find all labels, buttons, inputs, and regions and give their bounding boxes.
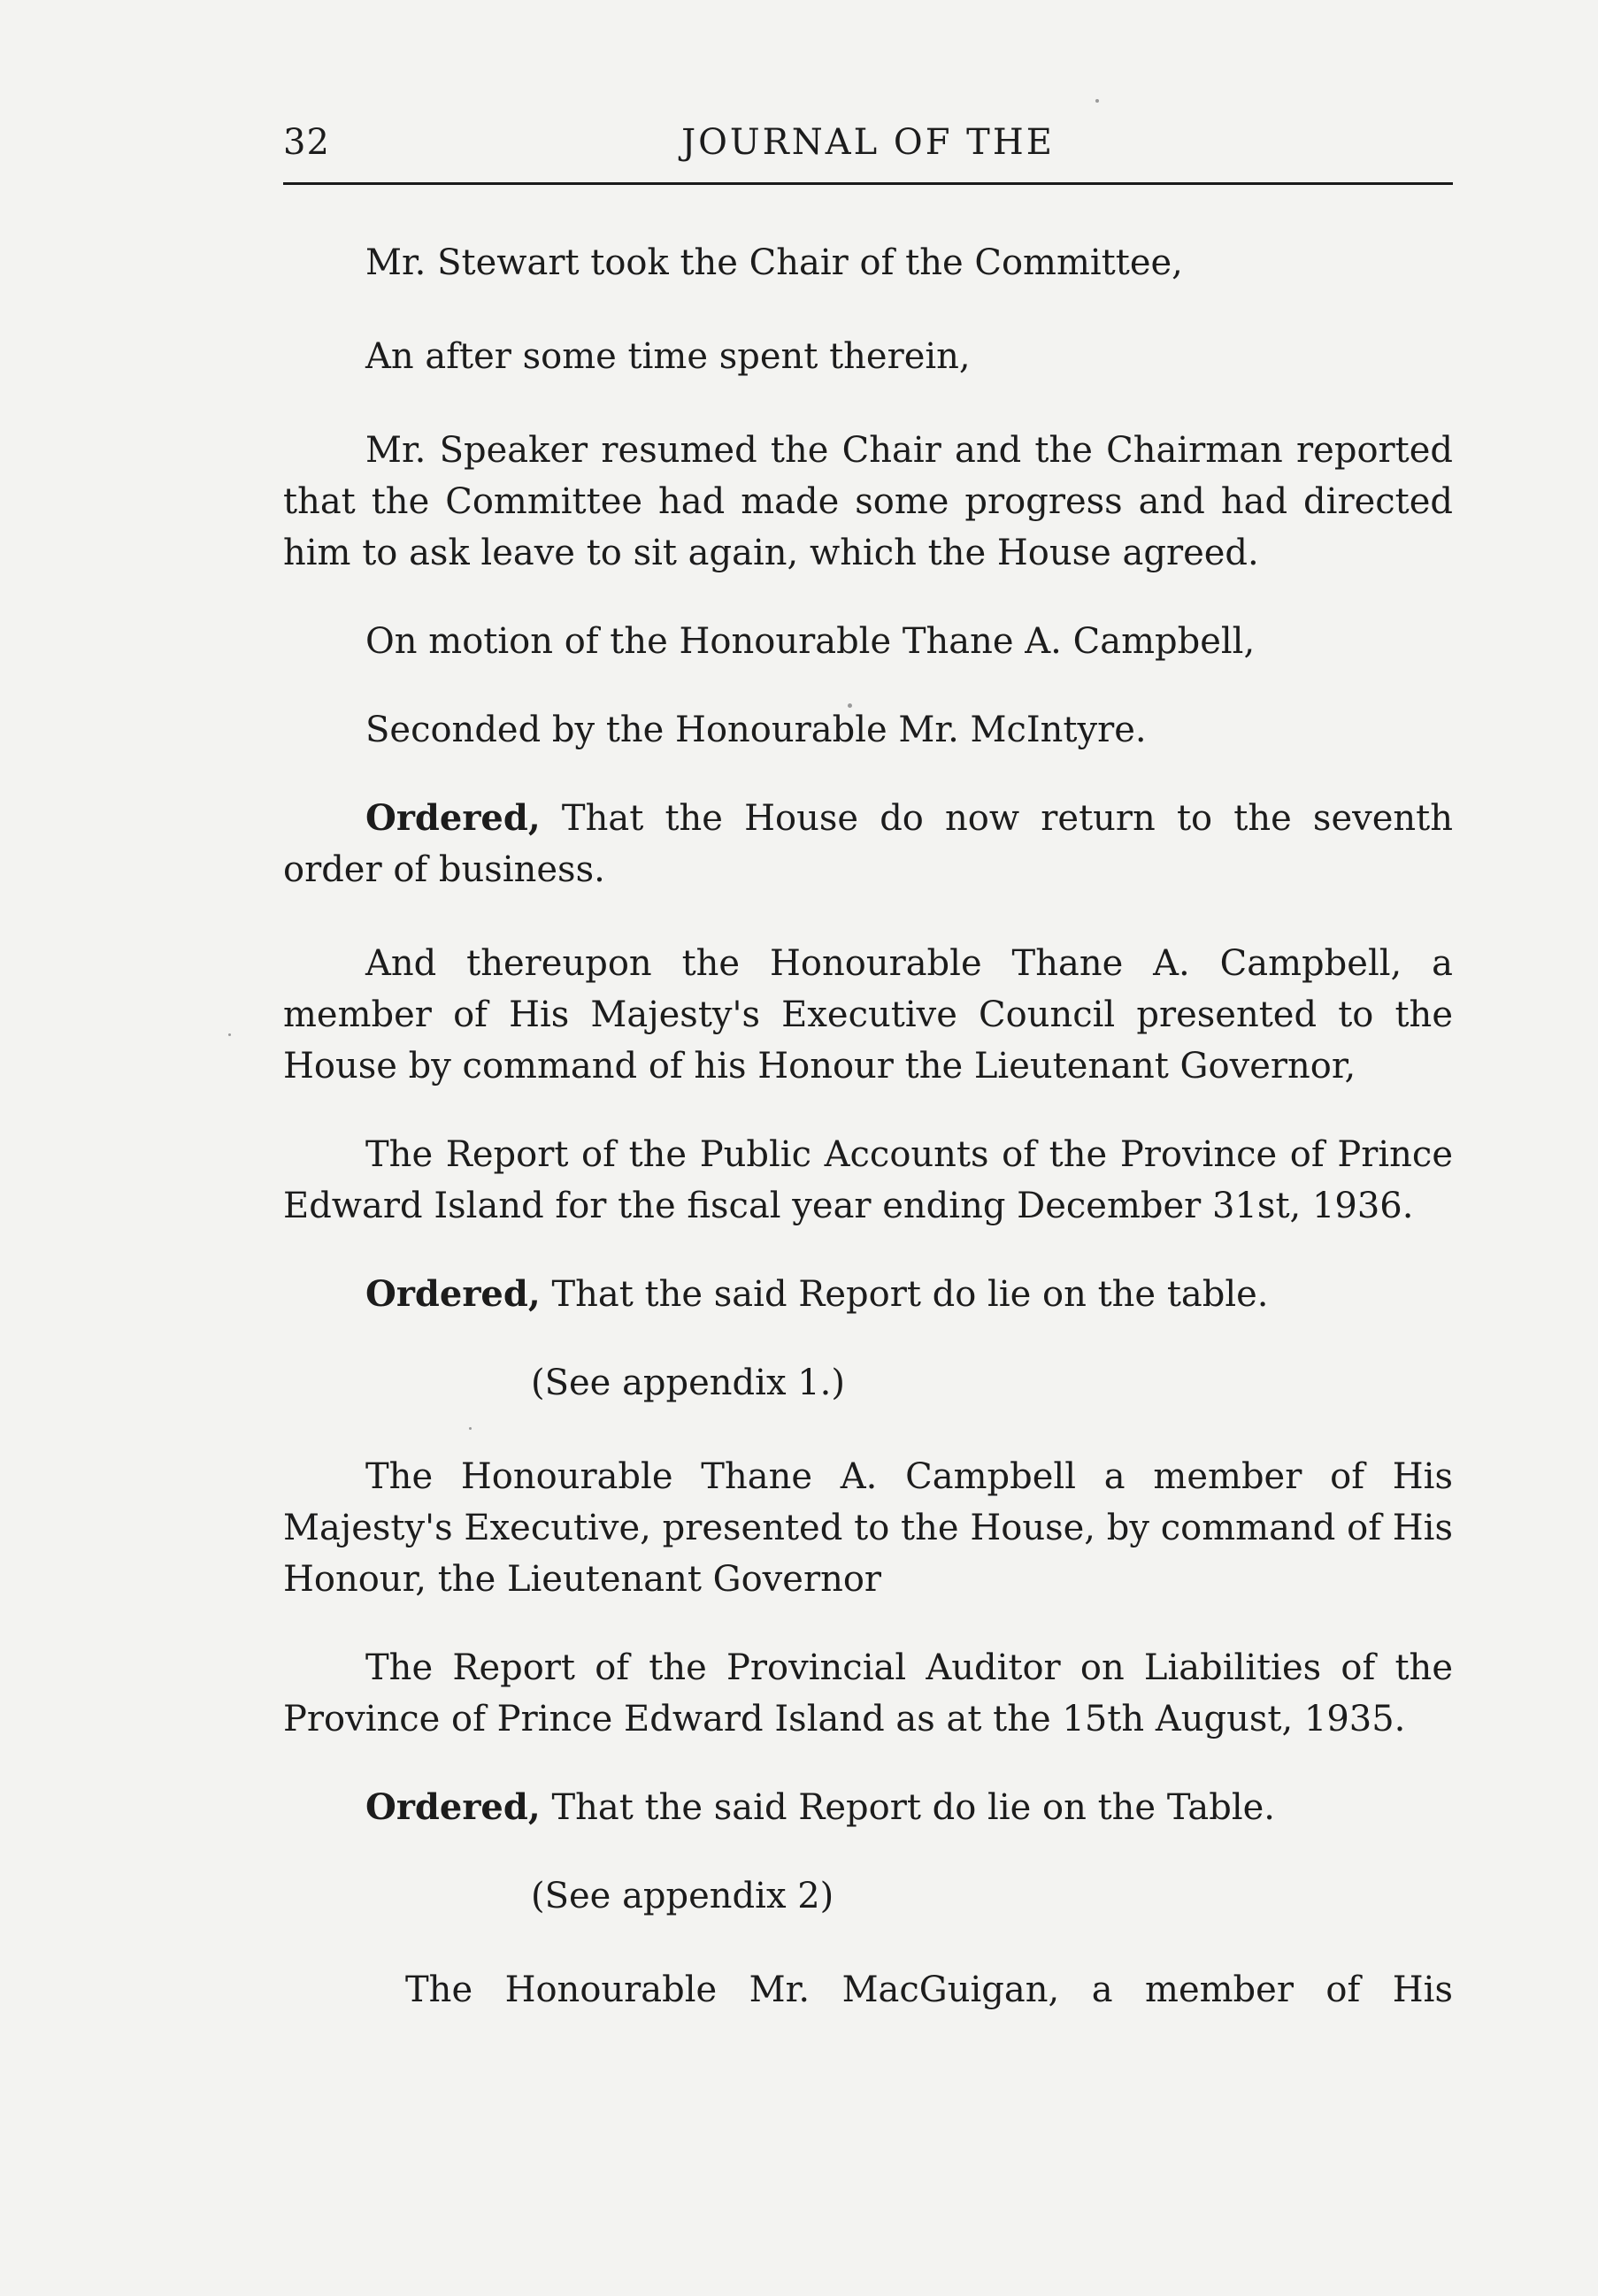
scan-speck xyxy=(1095,99,1099,103)
paragraph: Mr. Stewart took the Chair of the Committee, xyxy=(365,242,1183,283)
journal-body xyxy=(283,237,1453,2016)
paragraph: On motion of the Honourable Thane A. Campbell, xyxy=(365,621,1256,662)
ordered-paragraph: Ordered, That the said Report do lie on the table. xyxy=(365,1273,1269,1315)
scan-speck xyxy=(848,703,852,708)
paragraph: Mr. Speaker resumed the Chair and the Chairman reported that the Committee had made some progress and had directed him to ask leave to sit again, which the House agreed. xyxy=(283,430,1453,573)
paragraph: The Honourable Mr. MacGuigan, a member of His xyxy=(405,1970,1453,2010)
scan-speck xyxy=(228,1033,231,1036)
appendix-reference: (See appendix 2) xyxy=(531,1876,834,1916)
ordered-paragraph: Ordered, That the House do now return to the seventh order of business. xyxy=(283,797,1453,890)
page-header xyxy=(283,122,1453,175)
scan-speck xyxy=(469,1427,472,1430)
ordered-label: Ordered, xyxy=(365,1273,541,1315)
page-number: 32 xyxy=(283,122,330,163)
ordered-label: Ordered, xyxy=(365,1786,541,1828)
appendix-reference: (See appendix 1.) xyxy=(531,1363,845,1403)
ordered-label: Ordered, xyxy=(365,797,541,839)
running-title: JOURNAL OF THE xyxy=(681,122,1055,163)
paragraph: An after some time spent therein, xyxy=(365,336,971,377)
paragraph: The Honourable Thane A. Campbell a member of His Majesty's Executive, presented to the House, by command of His Honour, the Lieutenant Governor xyxy=(283,1456,1453,1600)
paragraph: And thereupon the Honourable Thane A. Campbell, a member of His Majesty's Executive Council presented to the House by command of his Honour the Lieutenant Governor, xyxy=(283,943,1453,1087)
ordered-paragraph: Ordered, That the said Report do lie on the Table. xyxy=(365,1786,1276,1828)
paragraph: The Report of the Provincial Auditor on Liabilities of the Province of Prince Edward Island as at the 15th August, 1935. xyxy=(283,1647,1453,1739)
header-rule xyxy=(283,182,1453,185)
paragraph: Seconded by the Honourable Mr. McIntyre. xyxy=(365,710,1147,750)
paragraph: The Report of the Public Accounts of the Province of Prince Edward Island for the fiscal year ending December 31st, 1936. xyxy=(283,1134,1453,1226)
